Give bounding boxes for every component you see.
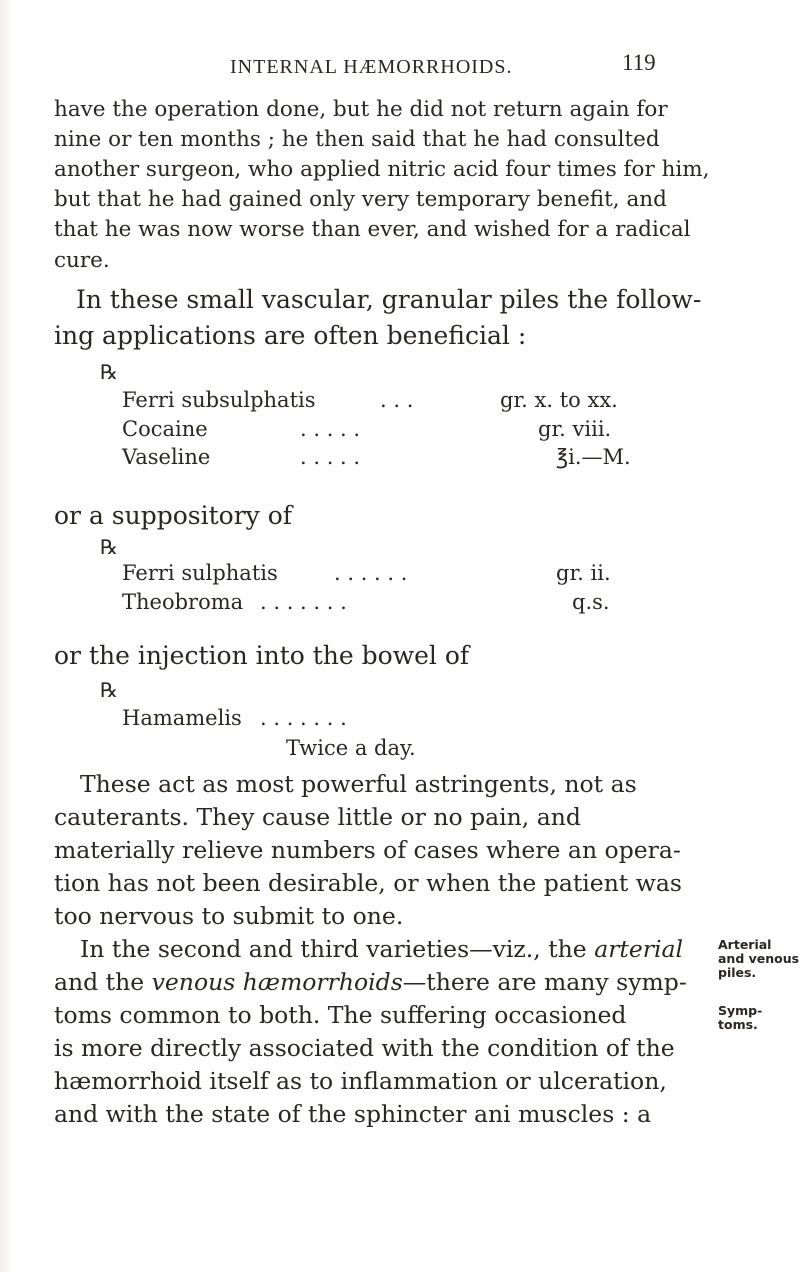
text-line: materially relieve numbers of cases where an opera- — [54, 836, 681, 864]
marginal-note-symptoms: Symp- toms. — [718, 1003, 763, 1032]
text-line: In the second and third varieties—viz., the arterial — [80, 935, 684, 963]
text-line: cure. — [54, 248, 110, 273]
text-line: and the venous hæmorrhoids—there are many symp- — [54, 968, 687, 996]
text-line: have the operation done, but he did not return again for — [54, 97, 668, 122]
text-line: toms common to both. The suffering occasioned — [54, 1001, 627, 1029]
prescription-symbol: ℞ — [100, 535, 118, 559]
text-line: too nervous to submit to one. — [54, 902, 404, 930]
drug-name: Ferri sulphatis — [122, 561, 278, 585]
text-line: but that he had gained only very temporary benefit, and — [54, 187, 667, 212]
text-line: hæmorrhoid itself as to inflammation or ulceration, — [54, 1067, 667, 1095]
drug-dose: q.s. — [572, 590, 610, 614]
drug-name: Vaseline — [122, 445, 211, 469]
leader-dots: . . . — [380, 388, 414, 412]
text-line: or a suppository of — [54, 501, 293, 530]
running-head: INTERNAL HÆMORRHOIDS. — [230, 56, 513, 78]
leader-dots: . . . . . — [300, 417, 361, 441]
drug-name: Cocaine — [122, 417, 208, 441]
text-line: ing applications are often beneficial : — [54, 321, 527, 350]
drug-dose: gr. viii. — [538, 417, 612, 441]
drug-name: Ferri subsulphatis — [122, 388, 316, 412]
drug-name: Theobroma — [122, 590, 244, 614]
drug-dose: gr. ii. — [556, 561, 611, 585]
leader-dots: . . . . . . — [334, 561, 408, 585]
text-line: is more directly associated with the condition of the — [54, 1034, 675, 1062]
leader-dots: . . . . . — [300, 445, 361, 469]
italic-term: venous hæmorrhoids — [151, 968, 403, 996]
prescription-symbol: ℞ — [100, 678, 118, 702]
marginal-note-arterial: Arterial and venous piles. — [718, 937, 800, 980]
text-line: another surgeon, who applied nitric acid four times for him, — [54, 157, 710, 182]
text-line: and with the state of the sphincter ani muscles : a — [54, 1100, 652, 1128]
leader-dots: . . . . . . . — [260, 706, 347, 730]
text-line: or the injection into the bowel of — [54, 641, 470, 670]
page-number: 119 — [622, 50, 656, 75]
drug-name: Hamamelis — [122, 706, 242, 730]
page-edge-shadow — [0, 0, 14, 1272]
text-line: tion has not been desirable, or when the patient was — [54, 869, 682, 897]
leader-dots: . . . . . . . — [260, 590, 347, 614]
italic-term: arterial — [594, 935, 684, 963]
text-line: In these small vascular, granular piles the follow- — [76, 285, 702, 314]
text-line: nine or ten months ; he then said that he had consulted — [54, 127, 660, 152]
prescription-symbol: ℞ — [100, 360, 118, 384]
drug-dose: ℥i.—M. — [556, 445, 631, 469]
text-line: These act as most powerful astringents, not as — [80, 770, 637, 798]
text-line: cauterants. They cause little or no pain, and — [54, 803, 581, 831]
drug-dose: gr. x. to xx. — [500, 388, 618, 412]
text-line: that he was now worse than ever, and wished for a radical — [54, 217, 691, 242]
frequency: Twice a day. — [286, 736, 416, 760]
